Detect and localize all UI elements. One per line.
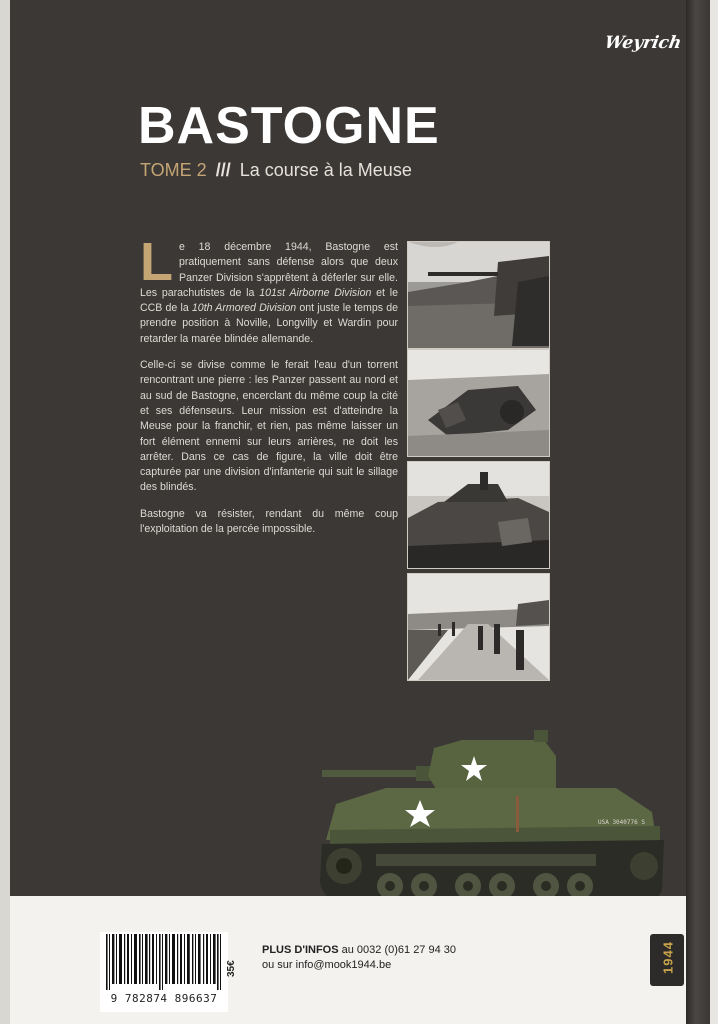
drop-cap: L (140, 232, 173, 292)
paragraph-3: Bastogne va résister, rendant du même coup l'exploitation de la percée impossible. (140, 507, 398, 536)
photo-sherman-crew (407, 461, 550, 569)
subtitle-text: La course à la Meuse (239, 160, 412, 180)
svg-text:USA 3040776 S: USA 3040776 S (598, 819, 645, 826)
barcode-bars (106, 934, 222, 990)
series-badge-label: 1944 (660, 941, 676, 974)
book-subtitle (140, 158, 412, 182)
back-cover-text (140, 232, 399, 548)
paragraph-2: Celle-ci se divise comme le ferait l'eau d'un torrent rencontrant une pierre : les Panzer passent au nord et au sud de Bastogne, encerclant du même coup la cité et ses défenseurs. Leur mission est d'atteindre la Meuse pour la franchir, et rien, pas même laisser un fort élément ennemi sur leurs arrières, ne doit les arrêter. Dans ce cas de figure, la ville doit être capturée par une division d'infanterie qui suit le sillage des blindés. (140, 359, 398, 494)
isbn-number: 9 782874 896637 (110, 992, 218, 1005)
price-label: 35€ (226, 960, 237, 977)
photo-field-gun (407, 349, 550, 457)
subtitle-separator: /// (215, 160, 231, 180)
sherman-tank-illustration (316, 726, 672, 906)
book-title: BASTOGNE (138, 97, 440, 155)
series-badge (650, 934, 684, 986)
cover-spine-edge (686, 0, 710, 1024)
isbn-barcode (100, 932, 228, 1012)
tome-label: TOME 2 (140, 160, 207, 180)
contact-phone: PLUS D'INFOS au 0032 (0)61 27 94 30 (262, 944, 457, 956)
photo-tanks-road (407, 241, 550, 349)
contact-email: ou sur info@mook1944.be (262, 959, 392, 971)
contact-info (262, 943, 456, 973)
paragraph-1: Le 18 décembre 1944, Bastogne est pratiquement sans défense alors que deux Panzer Division s'apprêtent à déferler sur elle. Les parachutistes de la 101st Airborne Division et le CCB de la 10th Armored Division ont juste le temps de prendre position à Noville, Longvilly et Wardin pour retarder la marée blindée allemande. (140, 232, 399, 345)
publisher-logo: Weyrich (602, 33, 684, 53)
page-edge (710, 0, 718, 1024)
photo-infantry-road (407, 573, 550, 681)
